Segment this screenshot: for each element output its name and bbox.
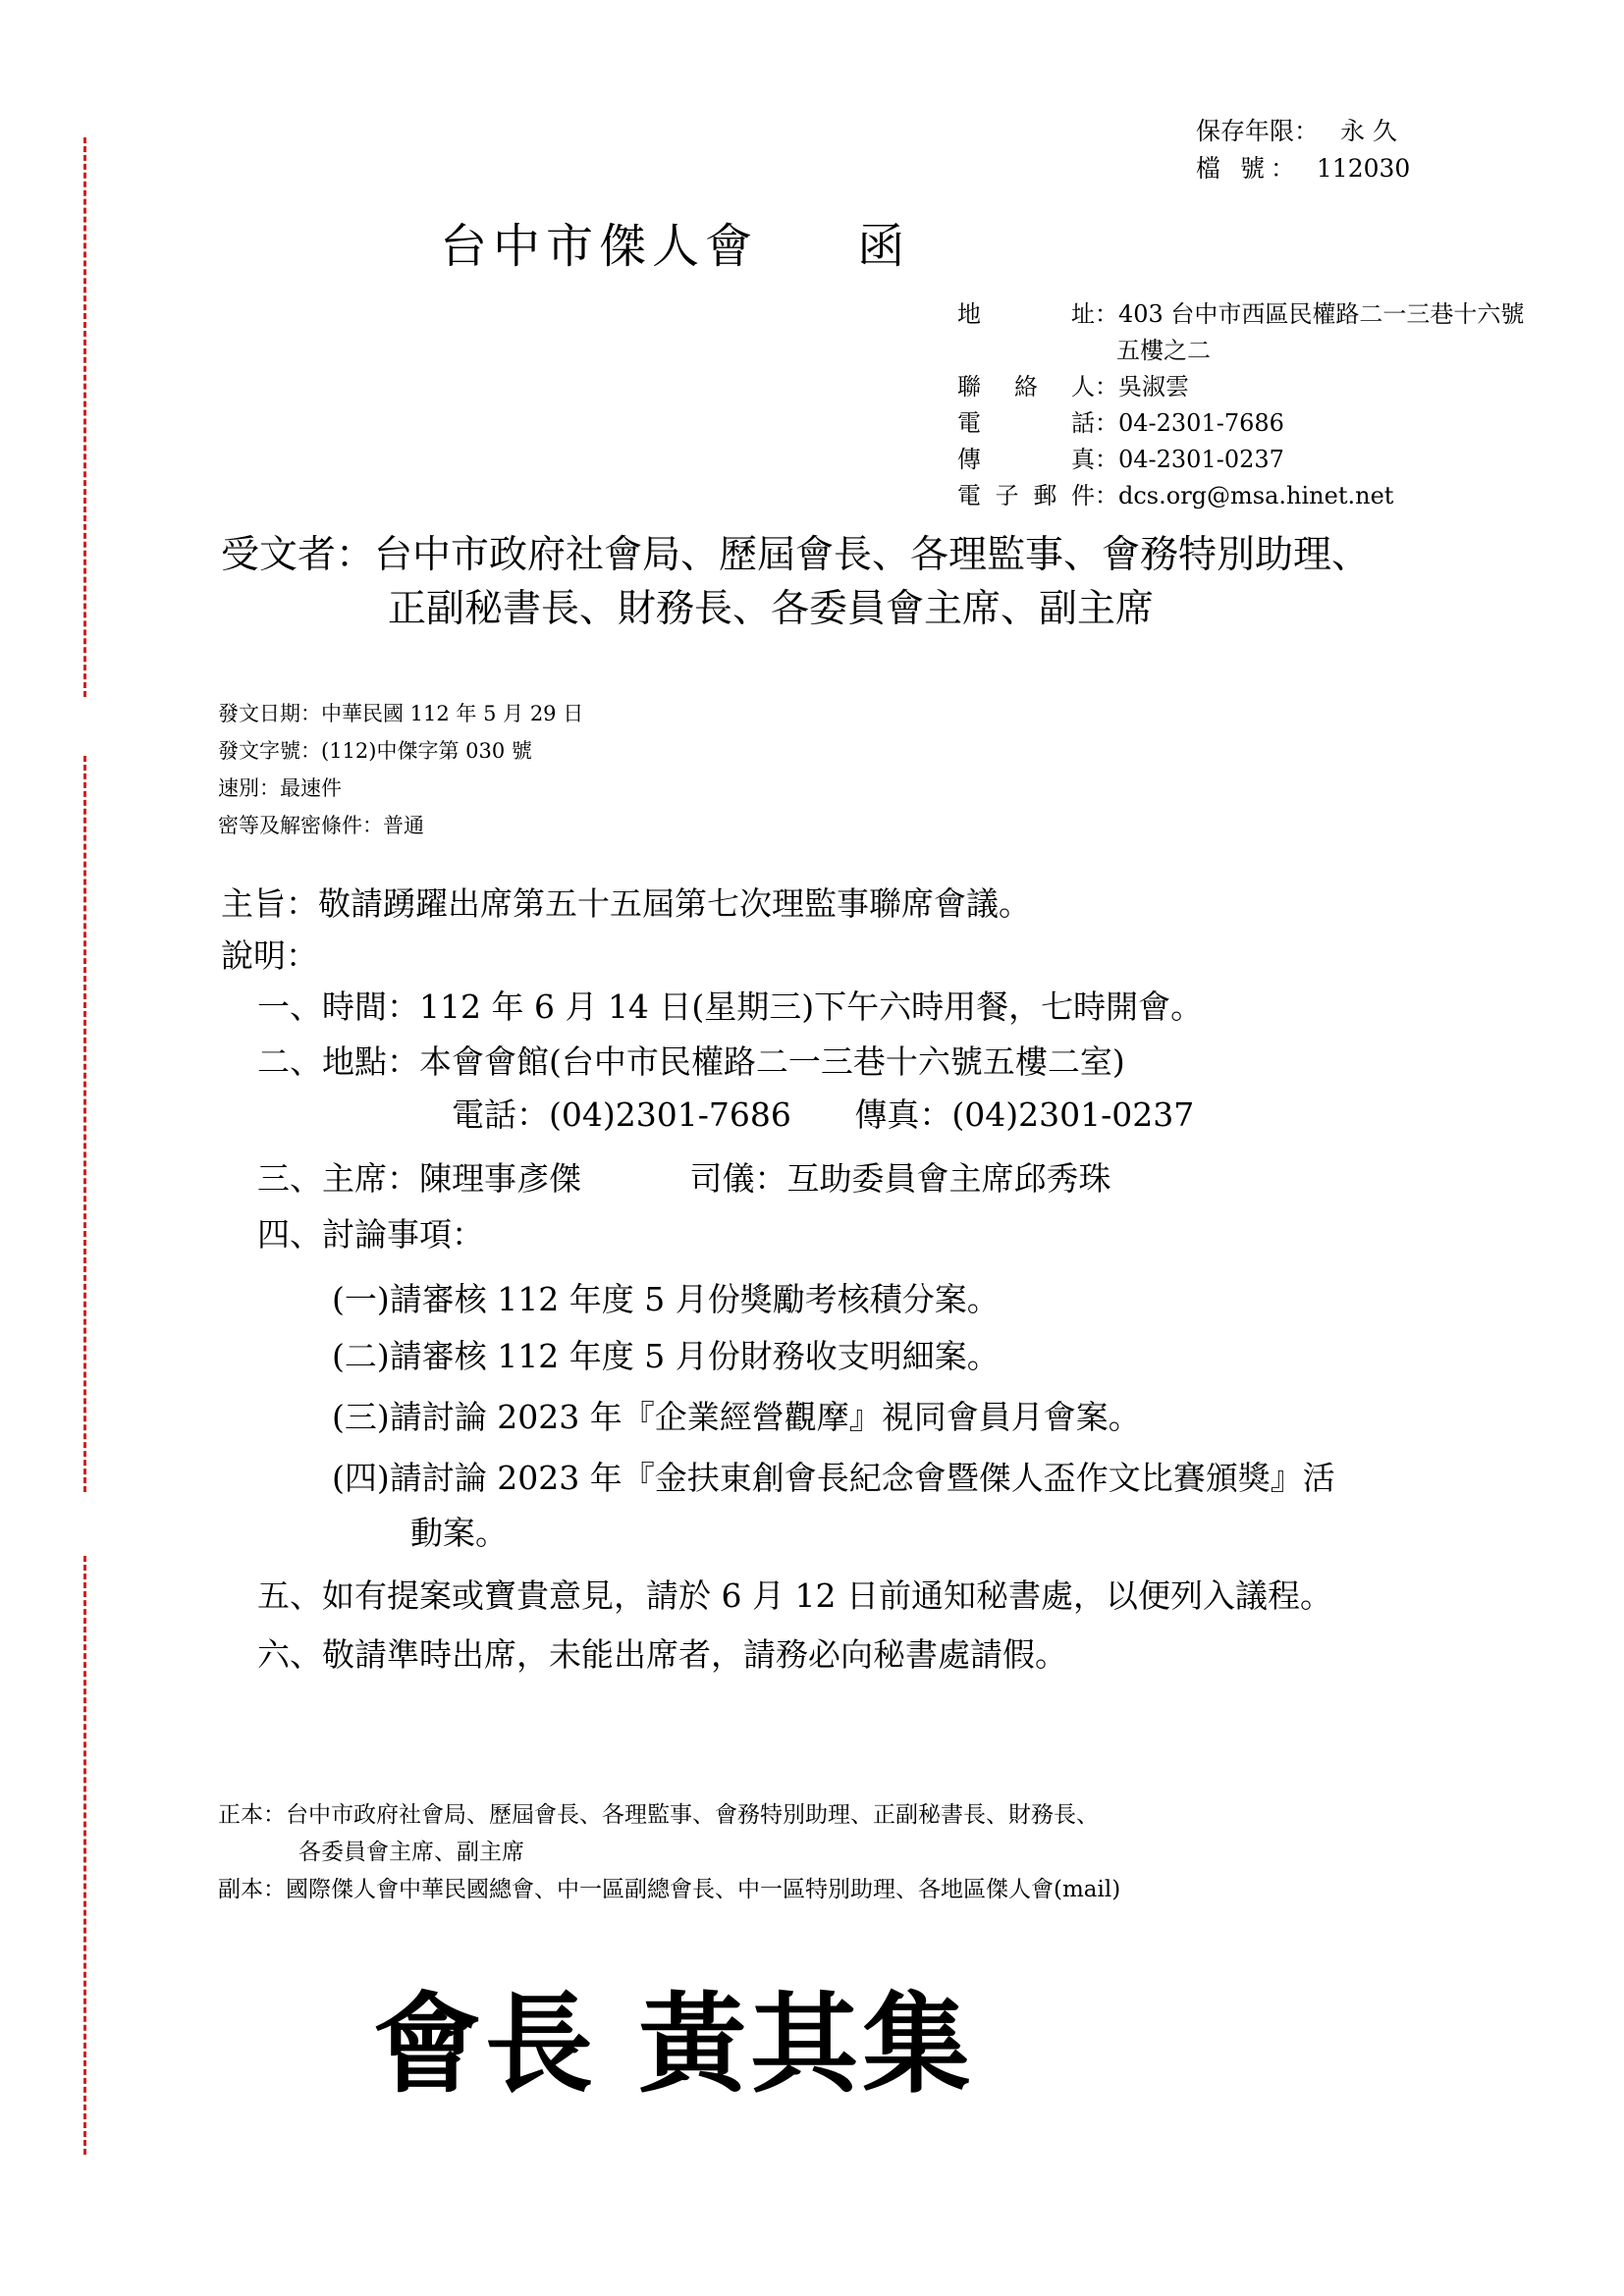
chair: 三、主席：陳理事彥傑 — [257, 1159, 581, 1198]
venue-phone: 電話：(04)2301-7686 — [452, 1095, 791, 1134]
signature: 會長 黃其集 — [373, 1981, 975, 2108]
item-time: 一、時間：112 年 6 月 14 日(星期三)下午六時用餐，七時開會。 — [257, 988, 1204, 1026]
recipients-line2: 正副秘書長、財務長、各委員會主席、副主席 — [388, 587, 1155, 631]
address-line1: ：403 台中市西區民權路二一三巷十六號 — [1095, 300, 1525, 328]
copies-block — [218, 1796, 1120, 1908]
person-row — [957, 369, 1524, 405]
discussion-3: (三)請討論 2023 年『企業經營觀摩』視同會員月會案。 — [332, 1398, 1141, 1436]
retention-period-label: 保存年限： — [1196, 117, 1320, 145]
retention-period — [1196, 113, 1397, 150]
secrecy-class: 密等及解密條件：普通 — [218, 814, 424, 837]
email-row — [957, 478, 1524, 514]
file-number-value: 112030 — [1316, 154, 1411, 183]
subject: 主旨：敬請踴躍出席第五十五屆第七次理監事聯席會議。 — [221, 884, 1031, 923]
item-chair — [257, 1153, 1111, 1200]
discussion-4-cont: 動案。 — [410, 1514, 508, 1552]
item-attendance: 六、敬請準時出席，未能出席者，請務必向秘書處請假。 — [257, 1635, 1067, 1674]
fax-label: 傳 真 — [957, 446, 1095, 473]
original-recipients: 正本：台中市政府社會局、歷屆會長、各理監事、會務特別助理、正副秘書長、財務長、 — [218, 1802, 1099, 1828]
discussion-4: (四)請討論 2023 年『金扶東創會長紀念會暨傑人盃作文比賽頒獎』活 — [332, 1459, 1335, 1497]
document-title — [440, 208, 910, 276]
margin-line-middle — [83, 756, 86, 1492]
recipients-line1: 受文者：台中市政府社會局、歷屆會長、各理監事、會務特別助理、 — [221, 533, 1371, 577]
file-number-label: 檔 號： — [1196, 154, 1301, 183]
discussion-2: (二)請審核 112 年度 5 月份財務收支明細案。 — [332, 1337, 1000, 1375]
issue-number: 發文字號：(112)中傑字第 030 號 — [218, 739, 532, 763]
item-place-contact — [452, 1090, 1194, 1136]
venue-fax: 傳真：(04)2301-0237 — [854, 1095, 1195, 1134]
discussion-1: (一)請審核 112 年度 5 月份獎勵考核積分案。 — [332, 1280, 1000, 1318]
item-discussion: 四、討論事項： — [257, 1215, 484, 1254]
org-name: 台中市傑人會 — [440, 219, 759, 274]
address-row-2 — [957, 333, 1524, 369]
original-recipients-cont: 各委員會主席、副主席 — [298, 1840, 524, 1865]
address-label: 地 址 — [957, 300, 1095, 328]
fax-row — [957, 442, 1524, 478]
phone-value: ：04-2301-7686 — [1095, 409, 1284, 437]
margin-line-top — [83, 137, 86, 697]
explain-heading: 說明： — [221, 936, 318, 975]
contact-block — [957, 296, 1524, 514]
recipients — [221, 528, 1370, 636]
address-line2: 五樓之二 — [1116, 337, 1211, 364]
file-number — [1196, 150, 1410, 187]
email-value: ：dcs.org@msa.hinet.net — [1095, 482, 1394, 509]
issue-date: 發文日期：中華民國 112 年 5 月 29 日 — [218, 702, 584, 725]
retention-period-value: 永 久 — [1339, 117, 1397, 145]
margin-line-bottom — [83, 1556, 86, 2155]
phone-label: 電 話 — [957, 409, 1095, 437]
email-label: 電子郵件 — [957, 482, 1095, 509]
copy-recipients: 副本：國際傑人會中華民國總會、中一區副總會長、中一區特別助理、各地區傑人會(mail) — [218, 1877, 1121, 1902]
doc-type: 函 — [857, 219, 911, 274]
address-row — [957, 296, 1524, 333]
speed-class: 速別：最速件 — [218, 776, 342, 800]
person-label: 聯 絡 人 — [957, 373, 1095, 400]
phone-row — [957, 405, 1524, 442]
person-value: ：吳淑雲 — [1095, 373, 1189, 400]
fax-value: ：04-2301-0237 — [1095, 446, 1284, 473]
item-place: 二、地點：本會會館(台中市民權路二一三巷十六號五樓二室) — [257, 1042, 1125, 1081]
issue-meta — [218, 695, 583, 844]
item-proposals: 五、如有提案或寶貴意見，請於 6 月 12 日前通知秘書處，以便列入議程。 — [257, 1576, 1332, 1615]
mc: 司儀：互助委員會主席邱秀珠 — [689, 1159, 1111, 1198]
